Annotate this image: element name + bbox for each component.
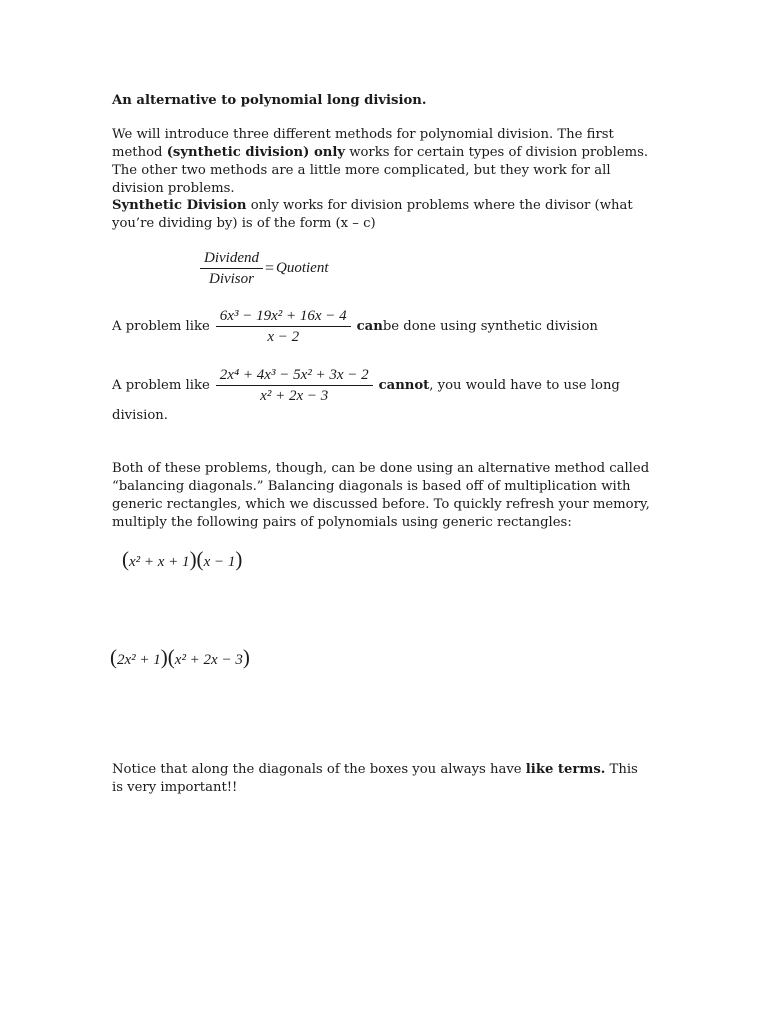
- example-2-suffix: , you would have to use long: [429, 378, 620, 393]
- synthetic-bold: Synthetic Division: [112, 198, 247, 213]
- example-1-prefix: A problem like: [112, 319, 210, 334]
- example-2-denominator: x² + 2x − 3: [260, 388, 329, 404]
- notice-text-2: This is very important!!: [112, 762, 638, 795]
- formula-equals: =: [264, 259, 275, 277]
- product-2-right: x² + 2x − 3: [174, 652, 243, 668]
- product-1-left: x² + x + 1: [129, 554, 190, 570]
- intro-bold: (synthetic division) only: [166, 145, 346, 160]
- example-2-bold: cannot: [378, 378, 430, 393]
- division-formula: [200, 249, 329, 288]
- example-1-numerator: 6x³ − 19x² + 16x − 4: [216, 307, 351, 327]
- formula-numerator: Dividend: [200, 249, 263, 269]
- formula-result: Quotient: [276, 260, 329, 276]
- notice-bold: like terms.: [525, 762, 606, 777]
- synthetic-paragraph: [112, 197, 652, 233]
- product-2-left: 2x² + 1: [117, 652, 161, 668]
- example-2-numerator: 2x⁴ + 4x³ − 5x² + 3x − 2: [216, 366, 373, 386]
- intro-text-2: works for certain types of division problems. The other two methods are a little more complicated, but they work for all division problems.: [112, 145, 649, 196]
- balancing-paragraph: Both of these problems, though, can be done using an alternative method called “balancing diagonals.” Balancing diagonals is based off of multiplication with generic rectangles, which we discussed before. To quickly refresh your memory, multiply the following pairs of polynomials using generic rectangles:: [112, 461, 650, 530]
- formula-denominator: Divisor: [208, 271, 254, 287]
- intro-text-1: We will introduce three different methods for polynomial division. The first method: [112, 127, 614, 160]
- example-1-bold: can: [356, 319, 383, 334]
- product-2: (2x² + 1)(x² + 2x − 3): [110, 645, 250, 669]
- intro-paragraph: [112, 126, 652, 198]
- notice-paragraph: [112, 761, 652, 797]
- example-1-denominator: x − 2: [267, 329, 300, 345]
- document-title: An alternative to polynomial long division.: [112, 93, 427, 108]
- product-1: (x² + x + 1)(x − 1): [122, 547, 243, 571]
- synthetic-text: only works for division problems where the divisor (what you’re dividing by) is of the form (x – c): [112, 198, 633, 231]
- example-2-prefix: A problem like: [112, 378, 210, 393]
- example-2: [112, 366, 620, 405]
- product-1-right: x − 1: [203, 554, 236, 570]
- example-2-continuation: division.: [112, 408, 168, 423]
- notice-text-1: Notice that along the diagonals of the boxes you always have: [112, 762, 526, 777]
- example-1-suffix: be done using synthetic division: [382, 319, 598, 334]
- example-1: [112, 307, 598, 346]
